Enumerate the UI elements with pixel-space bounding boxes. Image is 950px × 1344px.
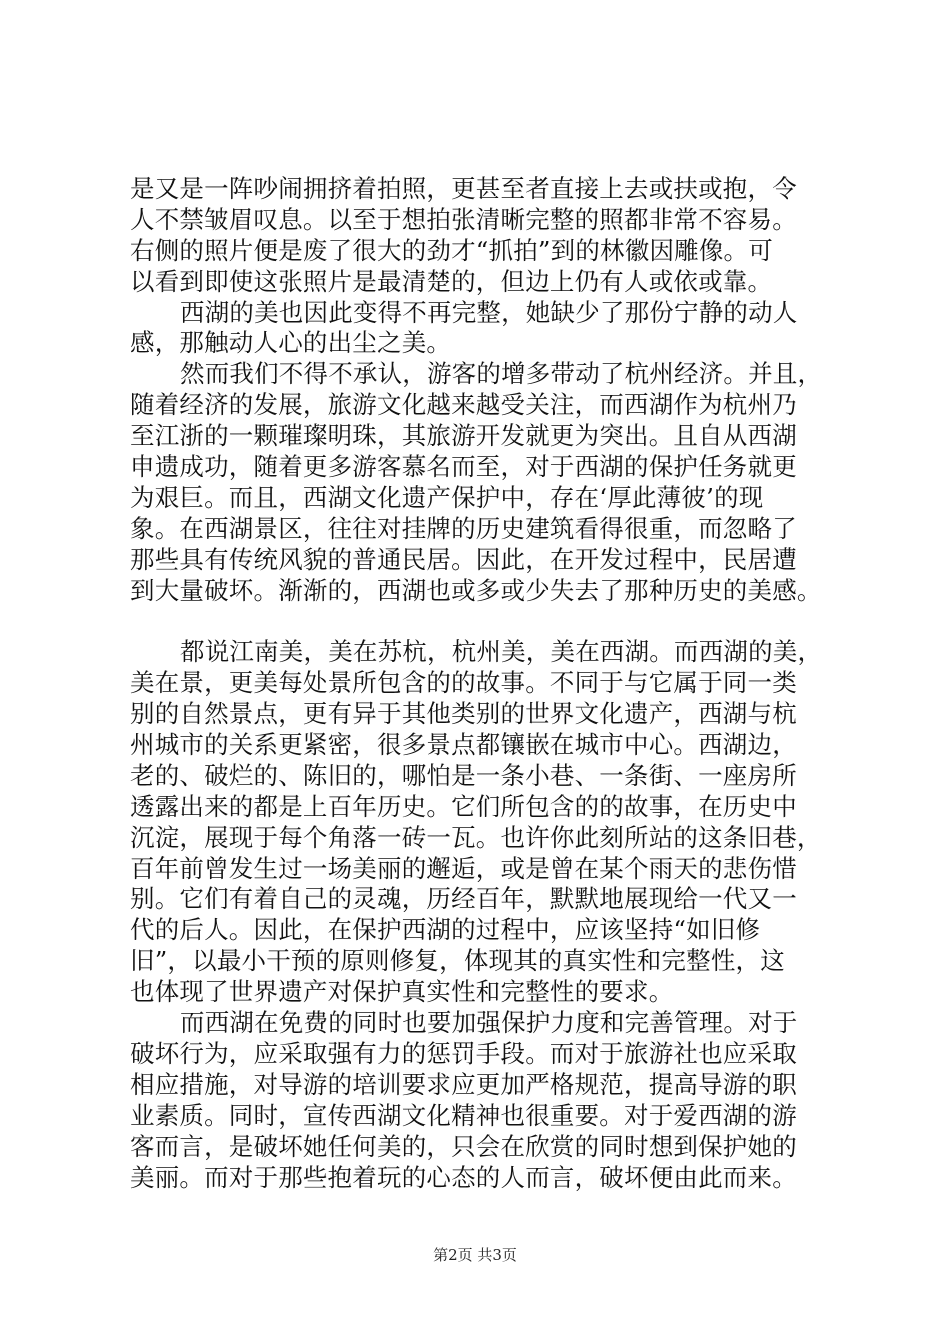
text-line: 透露出来的都是上百年历史。它们所包含的的故事，在历史中 <box>130 791 797 821</box>
text-line: 感，那触动人心的出尘之美。 <box>130 328 452 358</box>
paragraph <box>130 637 830 1008</box>
text-line: 右侧的照片便是废了很大的劲才“抓拍”到的林徽因雕像。可 <box>130 235 773 265</box>
text-line: 客而言，是破坏她任何美的，只会在欣赏的同时想到保护她的 <box>130 1131 797 1161</box>
text-line: 西湖的美也因此变得不再完整，她缺少了那份宁静的动人 <box>180 297 798 327</box>
text-line: 美在景，更美每处景所包含的的故事。不同于与它属于同一类 <box>130 668 797 698</box>
paragraph <box>130 359 830 606</box>
text-line: 都说江南美，美在苏杭，杭州美，美在西湖。而西湖的美， <box>180 637 823 667</box>
text-line: 然而我们不得不承认，游客的增多带动了杭州经济。并且， <box>180 359 823 389</box>
paragraph-gap <box>130 606 830 637</box>
text-line: 随着经济的发展，旅游文化越来越受关注，而西湖作为杭州乃 <box>130 390 797 420</box>
paragraph <box>130 1008 830 1193</box>
page-number-footer: 第2页 共3页 <box>433 1246 517 1264</box>
text-line: 是又是一阵吵闹拥挤着拍照，更甚至者直接上去或扶或抱，令 <box>130 174 797 203</box>
text-line: 州城市的关系更紧密，很多景点都镶嵌在城市中心。西湖边， <box>130 730 797 760</box>
text-line: 别的自然景点，更有异于其他类别的世界文化遗产，西湖与杭 <box>130 699 797 729</box>
text-line: 也体现了世界遗产对保护真实性和完整性的要求。 <box>130 977 674 1007</box>
text-line: 相应措施，对导游的培训要求应更加严格规范，提高导游的职 <box>130 1069 797 1099</box>
text-line: 而西湖在免费的同时也要加强保护力度和完善管理。对于 <box>180 1008 798 1038</box>
text-line: 申遗成功，随着更多游客慕名而至，对于西湖的保护任务就更 <box>130 452 797 482</box>
text-line: 业素质。同时，宣传西湖文化精神也很重要。对于爱西湖的游 <box>130 1100 797 1130</box>
text-line: 老的、破烂的、陈旧的，哪怕是一条小巷、一条街、一座房所 <box>130 760 797 790</box>
text-line: 美丽。而对于那些抱着玩的心态的人而言，破坏便由此而来。 <box>130 1162 797 1192</box>
text-line: 百年前曾发生过一场美丽的邂逅，或是曾在某个雨天的悲伤惜 <box>130 853 797 883</box>
text-line: 以看到即使这张照片是最清楚的，但边上仍有人或依或靠。 <box>130 266 773 296</box>
text-line: 那些具有传统风貌的普通民居。因此，在开发过程中，民居遭 <box>130 544 797 574</box>
paragraph <box>130 298 830 360</box>
body-text <box>130 174 830 1193</box>
text-line: 代的后人。因此，在保护西湖的过程中，应该坚持“如旧修 <box>130 915 761 945</box>
text-line: 人不禁皱眉叹息。以至于想拍张清晰完整的照都非常不容易。 <box>130 204 797 234</box>
paragraph <box>130 174 830 298</box>
text-line: 破坏行为，应采取强有力的惩罚手段。而对于旅游社也应采取 <box>130 1038 797 1068</box>
text-line: 到大量破坏。渐渐的，西湖也或多或少失去了那种历史的美感。 <box>130 575 822 605</box>
text-line: 沉淀，展现于每个角落一砖一瓦。也许你此刻所站的这条旧巷， <box>130 822 822 852</box>
text-line: 为艰巨。而且，西湖文化遗产保护中，存在‘厚此薄彼’的现 <box>130 482 764 512</box>
text-line: 至江浙的一颗璀璨明珠，其旅游开发就更为突出。且自从西湖 <box>130 421 797 451</box>
text-line: 别。它们有着自己的灵魂，历经百年，默默地展现给一代又一 <box>130 884 797 914</box>
text-line: 旧”，以最小干预的原则修复，体现其的真实性和完整性，这 <box>130 946 785 976</box>
text-line: 象。在西湖景区，往往对挂牌的历史建筑看得很重，而忽略了 <box>130 513 797 543</box>
